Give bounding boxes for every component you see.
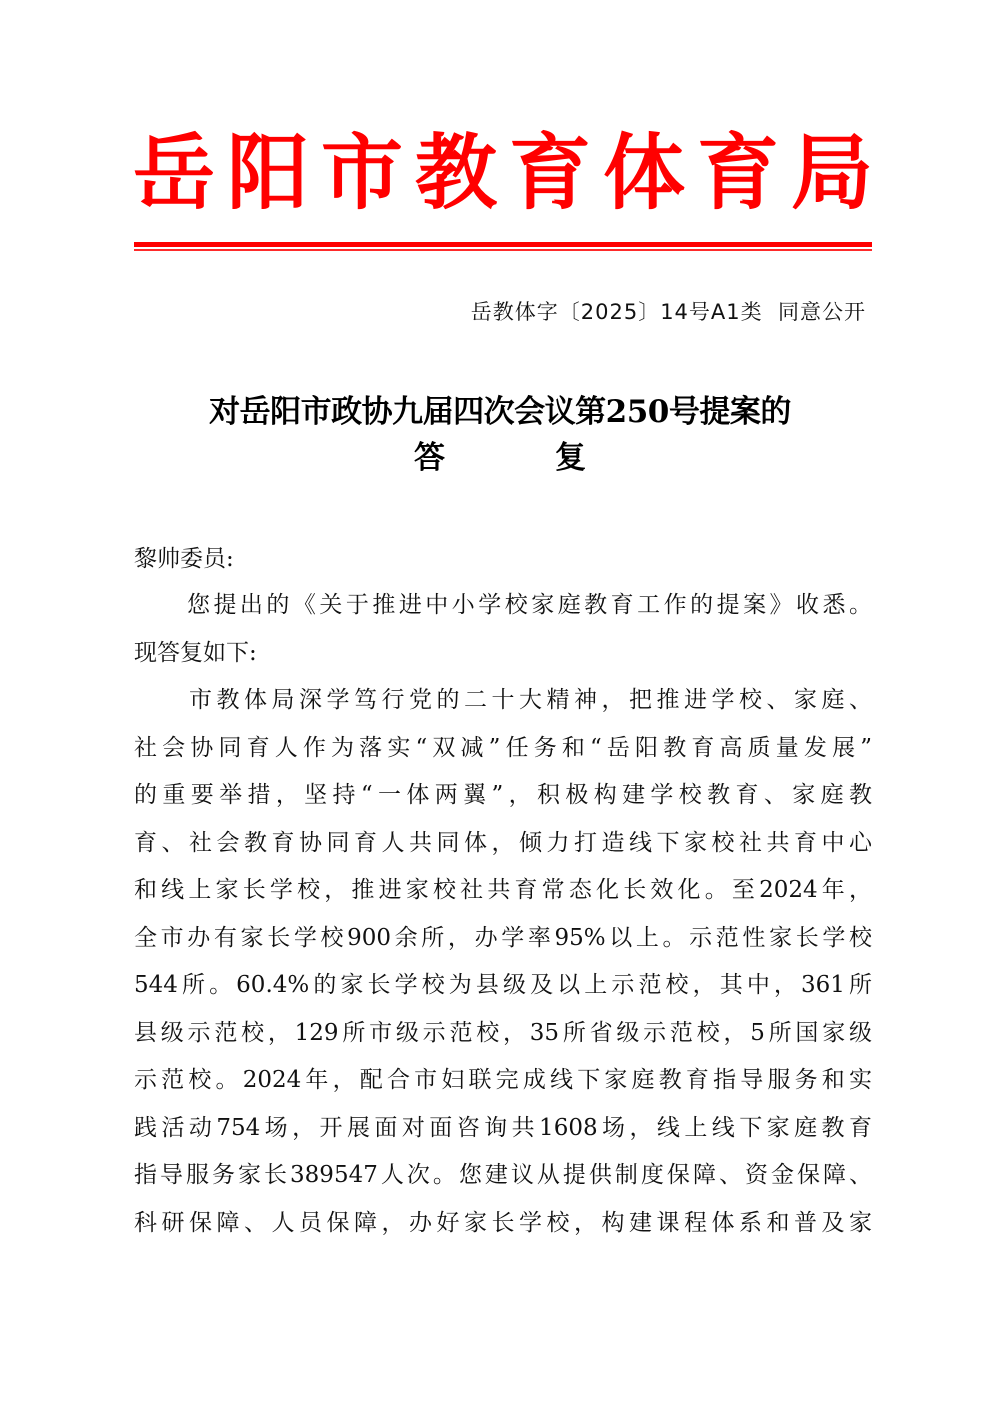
paragraph-line: 的重要举措，坚持“一体两翼”，积极构建学校教育、家庭教: [134, 782, 872, 808]
paragraph: [134, 582, 872, 677]
masthead-divider-thin: [134, 249, 872, 251]
paragraph-line: 市教体局深学笃行党的二十大精神，把推进学校、家庭、: [134, 687, 872, 713]
title-reply-char: 答: [414, 440, 445, 476]
document-number: 岳教体字〔2025〕14号A1类 同意公开: [470, 300, 866, 324]
paragraph-line: 和线上家长学校，推进家校社共育常态化长效化。至2024年，: [134, 877, 872, 903]
document-title-reply: [0, 432, 1000, 477]
salutation-text: 黎帅委员:: [134, 546, 234, 572]
salutation: [134, 536, 872, 584]
paragraph-line: 全市办有家长学校900余所，办学率95%以上。示范性家长学校: [134, 924, 872, 951]
paragraph-line: 您提出的《关于推进中小学校家庭教育工作的提案》收悉。: [134, 592, 872, 618]
paragraph: [134, 677, 872, 1247]
masthead-divider-thick: [134, 242, 872, 247]
paragraph-line: 指导服务家长389547人次。您建议从提供制度保障、资金保障、: [134, 1162, 872, 1188]
paragraph-line: 践活动754场，开展面对面咨询共1608场，线上线下家庭教育: [134, 1114, 872, 1141]
paragraph-line: 县级示范校，129所市级示范校，35所省级示范校，5所国家级: [134, 1019, 872, 1046]
paragraph-line: 示范校。2024年，配合市妇联完成线下家庭教育指导服务和实: [134, 1067, 872, 1093]
paragraph-line: 现答复如下:: [134, 639, 257, 666]
issuer-masthead: 岳阳市教育体育局: [133, 125, 886, 221]
paragraph-line: 育、社会教育协同育人共同体，倾力打造线下家校社共育中心: [134, 829, 872, 856]
paragraph-line: 科研保障、人员保障，办好家长学校，构建课程体系和普及家: [134, 1209, 872, 1236]
paragraph-line: 社会协同育人作为落实“双减”任务和“岳阳教育高质量发展”: [134, 734, 872, 761]
document-title: 对岳阳市政协九届四次会议第250号提案的: [209, 394, 791, 430]
title-reply-char: 复: [555, 440, 586, 476]
paragraph-line: 544所。60.4%的家长学校为县级及以上示范校，其中，361所: [134, 972, 872, 998]
